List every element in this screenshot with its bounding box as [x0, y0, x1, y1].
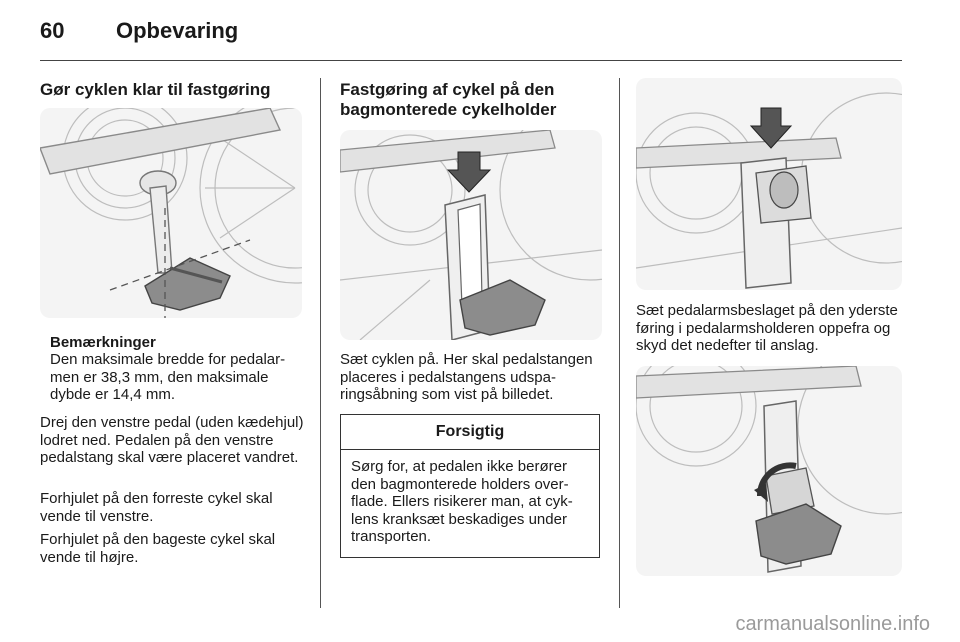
column-divider-2	[619, 78, 620, 608]
section-heading-fasten: Fastgøring af cykel på den bagmonterede cykelholder	[340, 80, 557, 119]
paragraph-slide-bracket: Sæt pedalarmsbeslaget på den yderste føring i pedalarmsholderen oppefra og skyd det nedefter til anslag.	[636, 302, 898, 354]
caution-title: Forsigtig	[341, 415, 599, 450]
paragraph-rear-bike: Forhjulet på den bageste cykel skal vende til højre.	[40, 531, 276, 566]
paragraph-insert-bike: Sæt cyklen på. Her skal pedalstangen placeres i pedalstangens udsparingsåbning som vist på billedet.	[340, 351, 593, 403]
header-divider	[40, 60, 902, 61]
page-title: Opbevaring	[116, 18, 239, 43]
paragraph-pedal-position: Drej den venstre pedal (uden kædehjul) lodret ned. Pedalen på den venstre pedalstang skal være placeret vandret.	[40, 414, 304, 466]
pedal-insert-illustration	[340, 130, 602, 340]
caution-text: Sørg for, at pedalen ikke berører den bagmonterede holders overflade. Ellers risikerer man, at cyklens kranksæt beskadiges under transporten.	[351, 458, 573, 545]
pedal-vertical-illustration	[40, 108, 302, 318]
paragraph-front-bike: Forhjulet på den forreste cykel skal vende til venstre.	[40, 490, 273, 525]
section-heading-prepare: Gør cyklen klar til fastgøring	[40, 80, 271, 99]
bracket-slide-down-illustration	[636, 366, 902, 576]
bracket-insert-illustration	[636, 78, 902, 290]
caution-box	[340, 414, 600, 558]
watermark: carmanualsonline.info	[735, 613, 930, 635]
column-divider-1	[320, 78, 321, 608]
page-number: 60	[40, 18, 65, 43]
note-label: Bemærkninger	[50, 334, 156, 351]
note-text: Den maksimale bredde for pedalarmen er 38,3 mm, den maksimale dybde er 14,4 mm.	[50, 351, 286, 403]
